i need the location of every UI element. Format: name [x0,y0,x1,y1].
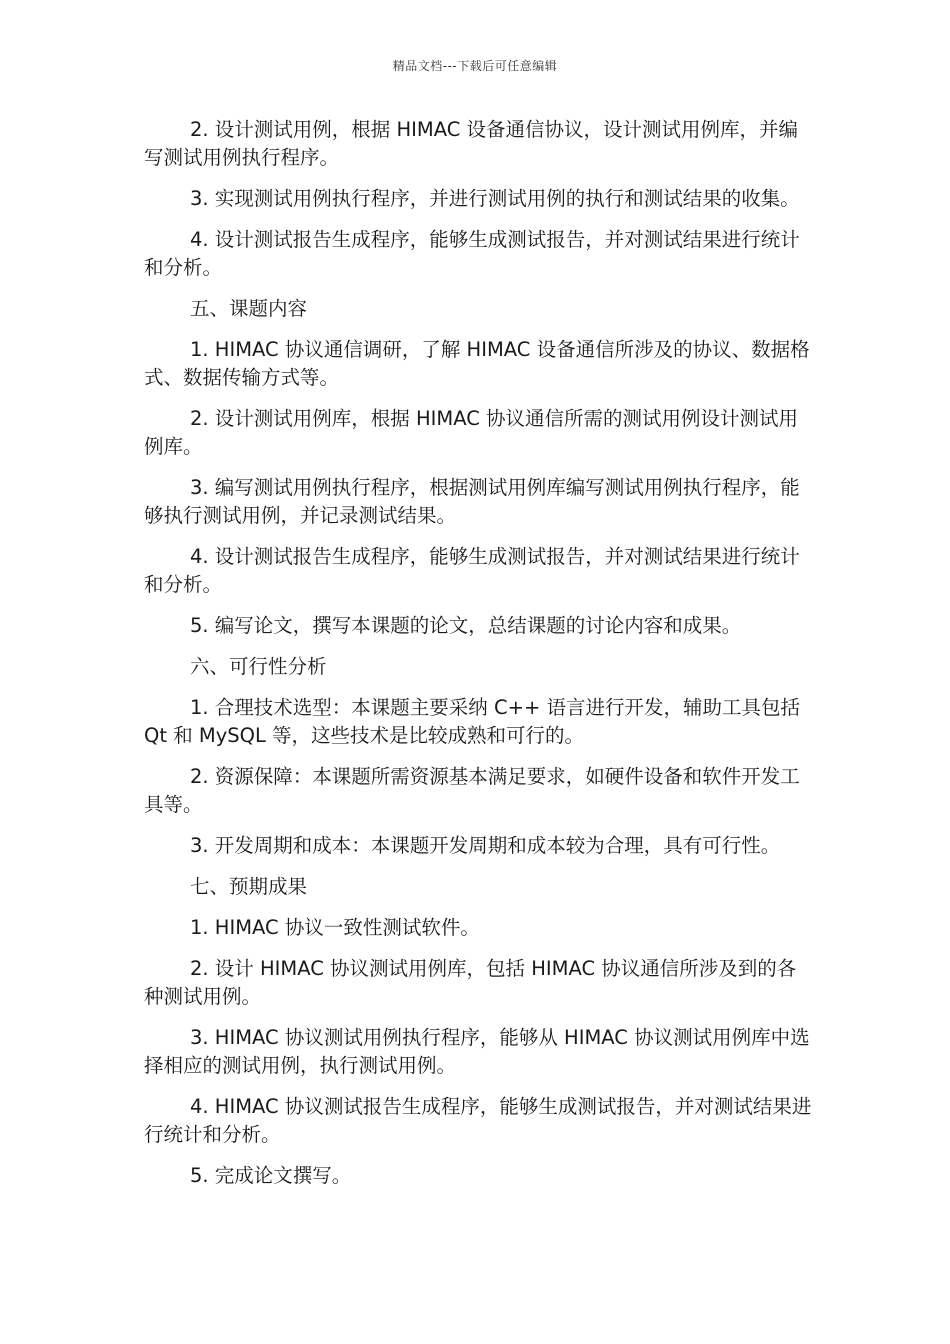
paragraph: 1. HIMAC 协议通信调研，了解 HIMAC 设备通信所涉及的协议、数据格式、数据传输方式等。 [144,338,810,389]
section-heading: 六、可行性分析 [190,655,327,678]
paragraph: 2. 设计测试用例，根据 HIMAC 设备通信协议，设计测试用例库，并编写测试用例执行程序。 [144,118,799,169]
paragraph: 3. 开发周期和成本：本课题开发周期和成本较为合理，具有可行性。 [190,834,781,857]
paragraph: 3. HIMAC 协议测试用例执行程序，能够从 HIMAC 协议测试用例库中选择相应的测试用例，执行测试用例。 [144,1026,810,1077]
paragraph: 4. 设计测试报告生成程序，能够生成测试报告，并对测试结果进行统计和分析。 [144,545,800,596]
paragraph: 5. 完成论文撰写。 [190,1164,352,1187]
paragraph: 2. 资源保障：本课题所需资源基本满足要求，如硬件设备和软件开发工具等。 [144,765,800,816]
paragraph: 2. 设计测试用例库，根据 HIMAC 协议通信所需的测试用例设计测试用例库。 [144,407,799,458]
paragraph: 2. 设计 HIMAC 协议测试用例库，包括 HIMAC 协议通信所涉及到的各种测试用例。 [144,957,797,1008]
paragraph: 3. 实现测试用例执行程序，并进行测试用例的执行和测试结果的收集。 [190,187,800,210]
paragraph: 1. HIMAC 协议一致性测试软件。 [190,916,480,939]
section-heading: 五、课题内容 [190,297,308,320]
paragraph: 4. 设计测试报告生成程序，能够生成测试报告，并对测试结果进行统计和分析。 [144,228,800,279]
section-heading: 七、预期成果 [190,875,308,898]
document-body [144,116,812,1203]
paragraph: 4. HIMAC 协议测试报告生成程序，能够生成测试报告，并对测试结果进行统计和分析。 [144,1095,812,1146]
paragraph: 5. 编写论文，撰写本课题的论文，总结课题的讨论内容和成果。 [190,614,742,637]
paragraph: 3. 编写测试用例执行程序，根据测试用例库编写测试用例执行程序，能够执行测试用例，并记录测试结果。 [144,476,800,527]
paragraph: 1. 合理技术选型：本课题主要采纳 C++ 语言进行开发，辅助工具包括 Qt 和 MySQL 等，这些技术是比较成熟和可行的。 [144,696,800,747]
page-header: 精品文档---下载后可任意编辑 [392,59,558,73]
